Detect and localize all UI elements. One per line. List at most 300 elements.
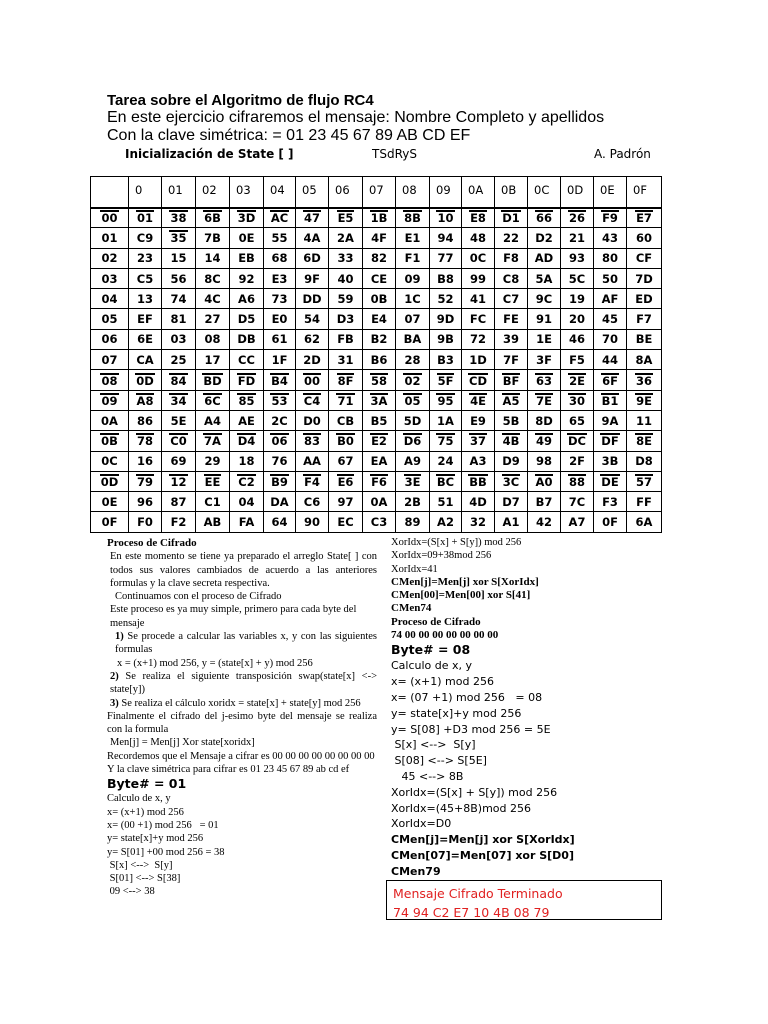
table-cell xyxy=(396,451,430,471)
table-cell xyxy=(561,228,594,248)
table-cell xyxy=(495,268,528,288)
cell-value: 47 xyxy=(303,211,320,226)
cell-value: BA xyxy=(403,332,422,347)
table-cell xyxy=(396,268,430,288)
cell-value: 64 xyxy=(271,515,288,530)
byte-01-heading: Byte# = 01 xyxy=(107,776,187,792)
cell-value: E7 xyxy=(636,211,652,226)
table-cell xyxy=(162,208,196,228)
cell-value: A9 xyxy=(404,454,421,469)
cell-value: D9 xyxy=(502,454,520,469)
cell-value: 51 xyxy=(437,494,454,509)
cell-value: 2E xyxy=(569,373,585,388)
table-cell xyxy=(230,512,264,532)
cell-value: D1 xyxy=(502,211,520,226)
table-cell xyxy=(296,309,329,329)
table-cell xyxy=(296,228,329,248)
cell-value: E1 xyxy=(404,230,421,245)
table-cell xyxy=(627,471,662,491)
table-cell xyxy=(430,390,462,410)
table-cell xyxy=(528,268,561,288)
cell-value: 8C xyxy=(204,271,221,286)
row-header xyxy=(91,390,129,410)
table-cell xyxy=(230,350,264,370)
table-cell xyxy=(162,410,196,430)
table-cell xyxy=(627,492,662,512)
table-cell xyxy=(329,370,363,390)
cell-value: 0C xyxy=(101,454,118,469)
cell-value: ED xyxy=(635,291,653,306)
cell-value: 1F xyxy=(271,352,288,367)
table-cell xyxy=(230,370,264,390)
table-cell xyxy=(430,492,462,512)
cell-value: 0E xyxy=(238,230,255,245)
cell-value: 14 xyxy=(204,251,221,266)
table-cell xyxy=(462,410,495,430)
cell-value: CA xyxy=(136,352,154,367)
cell-value: 3E xyxy=(404,475,421,489)
calc-line: 45 <--> 8B xyxy=(391,769,464,783)
table-cell xyxy=(329,410,363,430)
table-cell xyxy=(495,451,528,471)
table-cell xyxy=(196,208,230,228)
calc-line: x= (x+1) mod 256 xyxy=(391,675,494,689)
cell-value: 72 xyxy=(469,332,486,347)
row-header xyxy=(91,512,129,532)
table-cell xyxy=(363,228,396,248)
step-2 xyxy=(107,670,377,697)
table-cell xyxy=(264,492,296,512)
table-cell xyxy=(296,350,329,370)
table-cell xyxy=(430,248,462,268)
calc-line: x= (07 +1) mod 256 = 08 xyxy=(391,690,543,704)
table-cell xyxy=(627,451,662,471)
cell-value: 8E xyxy=(636,434,652,449)
cell-value: C6 xyxy=(303,494,321,509)
table-header-row xyxy=(91,177,662,208)
table-cell xyxy=(264,370,296,390)
table-cell xyxy=(129,431,162,451)
cell-value: 15 xyxy=(170,251,187,266)
table-cell xyxy=(561,289,594,309)
table-cell xyxy=(129,451,162,471)
table-row xyxy=(91,228,662,248)
table-cell xyxy=(627,228,662,248)
table-cell xyxy=(396,208,430,228)
cell-value: C0 xyxy=(170,434,187,449)
table-cell xyxy=(430,329,462,349)
row-header xyxy=(91,309,129,329)
table-cell xyxy=(296,512,329,532)
cell-value: 84 xyxy=(170,373,187,388)
cell-value: 9E xyxy=(636,393,652,408)
table-cell xyxy=(196,451,230,471)
cell-value: 0C xyxy=(469,251,487,266)
table-cell xyxy=(363,208,396,228)
cell-value: D2 xyxy=(535,230,553,245)
table-cell xyxy=(264,350,296,370)
cell-value: 90 xyxy=(303,515,320,530)
cell-value: 0B xyxy=(370,291,388,306)
right-column xyxy=(391,536,651,880)
cell-value: E2 xyxy=(371,434,387,449)
table-cell xyxy=(495,289,528,309)
table-row xyxy=(91,471,662,491)
cmen-line: CMen[j]=Men[j] xor S[XorIdx] xyxy=(391,833,575,847)
table-cell xyxy=(264,390,296,410)
cell-value: 44 xyxy=(601,352,618,367)
cell-value: 63 xyxy=(535,373,552,388)
table-cell xyxy=(495,208,528,228)
table-cell xyxy=(363,309,396,329)
cell-value: 4D xyxy=(469,494,487,509)
row-header xyxy=(91,492,129,512)
cmen-formula: CMen[j]=Men[j] xor S[XorIdx] xyxy=(391,575,539,588)
cell-value: 87 xyxy=(170,494,187,509)
byte-08-heading: Byte# = 08 xyxy=(391,642,471,658)
cell-value: 5A xyxy=(535,271,553,286)
table-cell xyxy=(528,390,561,410)
cell-value: 50 xyxy=(601,271,618,286)
table-cell xyxy=(162,471,196,491)
cell-value: 56 xyxy=(170,271,187,286)
cell-value: 07 xyxy=(404,312,421,327)
table-cell xyxy=(462,451,495,471)
table-cell xyxy=(627,329,662,349)
author-name: A. Padrón xyxy=(594,147,651,161)
table-cell xyxy=(561,370,594,390)
result-title: Mensaje Cifrado Terminado xyxy=(393,886,563,901)
table-cell xyxy=(363,390,396,410)
table-cell xyxy=(264,451,296,471)
cell-value: 42 xyxy=(535,515,552,530)
cell-value: DB xyxy=(237,332,256,347)
table-cell xyxy=(495,248,528,268)
table-cell xyxy=(363,471,396,491)
cell-value: DC xyxy=(568,434,586,449)
cell-value: 09 xyxy=(101,393,118,408)
cell-value: 07 xyxy=(101,352,118,367)
table-cell xyxy=(528,512,561,532)
cell-value: 73 xyxy=(271,291,288,306)
table-cell xyxy=(329,248,363,268)
cell-value: 34 xyxy=(170,393,187,408)
table-cell xyxy=(495,350,528,370)
cell-value: EF xyxy=(137,312,153,327)
table-cell xyxy=(430,370,462,390)
table-cell xyxy=(594,410,627,430)
cell-value: EB xyxy=(238,251,255,266)
table-row xyxy=(91,268,662,288)
column-header: 01 xyxy=(162,177,196,208)
table-cell xyxy=(230,390,264,410)
cell-value: B6 xyxy=(370,352,388,367)
cell-value: 53 xyxy=(271,393,288,408)
table-cell xyxy=(129,248,162,268)
column-header: 06 xyxy=(329,177,363,208)
table-cell xyxy=(561,350,594,370)
table-cell xyxy=(329,228,363,248)
cell-value: 0F xyxy=(602,515,618,530)
table-cell xyxy=(594,268,627,288)
table-cell xyxy=(462,208,495,228)
table-cell xyxy=(196,248,230,268)
cell-value: 75 xyxy=(437,434,454,449)
table-cell xyxy=(396,329,430,349)
table-cell xyxy=(430,268,462,288)
cell-value: 49 xyxy=(535,434,552,449)
table-cell xyxy=(594,208,627,228)
document-title: Tarea sobre el Algoritmo de flujo RC4 xyxy=(107,92,374,109)
table-cell xyxy=(196,309,230,329)
column-header: 0C xyxy=(528,177,561,208)
row-header xyxy=(91,471,129,491)
cell-value: 17 xyxy=(204,352,221,367)
table-cell xyxy=(627,431,662,451)
column-header: 0B xyxy=(495,177,528,208)
cell-value: 83 xyxy=(303,434,320,449)
cell-value: FD xyxy=(237,373,256,388)
cell-value: 11 xyxy=(635,413,652,428)
calc-line: S[01] <--> S[38] xyxy=(107,873,181,885)
table-cell xyxy=(462,512,495,532)
row-header xyxy=(91,431,129,451)
cell-value: 6E xyxy=(137,332,153,347)
cell-value: 7C xyxy=(568,494,586,509)
cell-value: 2C xyxy=(271,413,288,428)
cell-value: 52 xyxy=(437,291,454,306)
table-cell xyxy=(329,208,363,228)
paragraph-final: Finalmente el cifrado del j-esimo byte del mensaje se realiza con la formula xyxy=(107,710,377,736)
intro-message-line: En este ejercicio cifraremos el mensaje: Nombre Completo y apellidos xyxy=(107,109,605,126)
cell-value: 95 xyxy=(437,393,454,408)
cell-value: 04 xyxy=(238,494,255,509)
course-tag: TSdRyS xyxy=(372,147,417,161)
table-cell xyxy=(162,309,196,329)
table-cell xyxy=(329,289,363,309)
cell-value: 05 xyxy=(404,393,421,408)
step-1-number: 1) xyxy=(115,631,124,643)
table-cell xyxy=(594,492,627,512)
cell-value: AE xyxy=(238,413,255,428)
table-cell xyxy=(528,431,561,451)
table-cell xyxy=(561,410,594,430)
cell-value: 6D xyxy=(303,251,321,266)
table-cell xyxy=(528,492,561,512)
cell-value: 3F xyxy=(536,352,552,367)
table-cell xyxy=(296,329,329,349)
cell-value: F9 xyxy=(602,211,618,226)
cell-value: 96 xyxy=(136,494,153,509)
table-cell xyxy=(396,492,430,512)
cell-value: F4 xyxy=(304,475,320,489)
calc-line: Calculo de x, y xyxy=(391,659,473,673)
cmen-line: CMen[07]=Men[07] xor S[D0] xyxy=(391,848,574,862)
cell-value: 99 xyxy=(469,271,486,286)
cell-value: 89 xyxy=(404,515,421,530)
calc-line: x= (00 +1) mod 256 = 01 xyxy=(107,819,219,831)
cell-value: 9B xyxy=(437,332,454,347)
cell-value: 06 xyxy=(101,332,118,347)
cell-value: 02 xyxy=(404,373,421,388)
table-cell xyxy=(363,268,396,288)
table-cell xyxy=(528,370,561,390)
calc-line: y= state[x]+y mod 256 xyxy=(391,706,522,720)
row-header xyxy=(91,410,129,430)
cell-value: 38 xyxy=(170,211,187,226)
cell-value: F7 xyxy=(636,312,652,327)
cell-value: 6F xyxy=(602,373,618,388)
table-cell xyxy=(196,268,230,288)
cell-value: 03 xyxy=(101,271,118,286)
paragraph-continue: Continuamos con el proceso de Cifrado xyxy=(115,591,282,603)
table-row xyxy=(91,370,662,390)
cell-value: A4 xyxy=(204,413,221,428)
table-cell xyxy=(196,410,230,430)
cell-value: 41 xyxy=(469,291,486,306)
cell-value: D0 xyxy=(303,413,321,428)
cell-value: DA xyxy=(270,494,289,509)
cell-value: A6 xyxy=(238,291,255,306)
table-cell xyxy=(264,431,296,451)
cell-value: AA xyxy=(303,454,321,469)
cell-value: 8D xyxy=(535,413,553,428)
row-header xyxy=(91,451,129,471)
cell-value: 32 xyxy=(469,515,486,530)
paragraph-message: Recordemos que el Mensaje a cifrar es 00 00 00 00 00 00 00 00 xyxy=(107,750,375,762)
table-cell xyxy=(264,309,296,329)
cell-value: 92 xyxy=(238,271,255,286)
cell-value: E4 xyxy=(371,312,387,327)
table-cell xyxy=(495,492,528,512)
cell-value: AF xyxy=(601,291,619,306)
cell-value: D5 xyxy=(237,312,256,327)
cell-value: 97 xyxy=(337,494,354,509)
table-cell xyxy=(264,329,296,349)
table-cell xyxy=(363,289,396,309)
cell-value: 5F xyxy=(437,373,454,388)
cell-value: 46 xyxy=(568,332,585,347)
table-cell xyxy=(462,289,495,309)
table-cell xyxy=(162,228,196,248)
cell-value: 5C xyxy=(568,271,586,286)
table-cell xyxy=(462,268,495,288)
state-init-label: Inicialización de State [ ] xyxy=(125,147,294,161)
cell-value: EA xyxy=(370,454,388,469)
table-cell xyxy=(329,492,363,512)
column-header: 02 xyxy=(196,177,230,208)
cell-value: D8 xyxy=(635,454,653,469)
cell-value: E8 xyxy=(470,211,486,226)
column-header: 0A xyxy=(462,177,495,208)
cell-value: 00 xyxy=(101,211,118,226)
column-header: 0 xyxy=(129,177,162,208)
table-cell xyxy=(528,471,561,491)
result-box xyxy=(386,880,662,920)
cell-value: C1 xyxy=(204,494,221,509)
table-row xyxy=(91,410,662,430)
cell-value: 0A xyxy=(101,413,118,428)
cell-value: 67 xyxy=(337,454,354,469)
table-cell xyxy=(495,329,528,349)
table-cell xyxy=(296,208,329,228)
table-cell xyxy=(196,471,230,491)
cell-value: B2 xyxy=(370,332,388,347)
cmen-line: CMen79 xyxy=(391,864,441,878)
cell-value: D7 xyxy=(502,494,520,509)
table-cell xyxy=(561,451,594,471)
table-cell xyxy=(129,512,162,532)
cell-value: F8 xyxy=(503,251,519,266)
cell-value: 7B xyxy=(204,230,221,245)
table-cell xyxy=(430,471,462,491)
table-cell xyxy=(594,431,627,451)
table-cell xyxy=(462,492,495,512)
cell-value: 79 xyxy=(136,475,153,489)
xoridx-formula: XorIdx=(S[x] + S[y]) mod 256 xyxy=(391,537,522,548)
paragraph-simple: Este proceso es ya muy simple, primero para cada byte del mensaje xyxy=(110,604,357,629)
cell-value: 04 xyxy=(101,291,118,306)
table-cell xyxy=(495,471,528,491)
cell-value: 68 xyxy=(271,251,288,266)
column-header: 03 xyxy=(230,177,264,208)
calc-line: XorIdx=(45+8B)mod 256 xyxy=(391,801,532,815)
table-cell xyxy=(627,512,662,532)
cell-value: AD xyxy=(534,251,554,266)
cell-value: 21 xyxy=(568,230,585,245)
table-cell xyxy=(162,492,196,512)
cell-value: FB xyxy=(337,332,354,347)
table-row xyxy=(91,512,662,532)
table-cell xyxy=(363,512,396,532)
table-cell xyxy=(329,471,363,491)
column-header: 04 xyxy=(264,177,296,208)
table-cell xyxy=(396,431,430,451)
table-cell xyxy=(528,289,561,309)
calc-line: 09 <--> 38 xyxy=(107,886,155,898)
table-cell xyxy=(329,431,363,451)
cell-value: 4E xyxy=(470,393,486,408)
calc-line: S[x] <--> S[y] xyxy=(107,859,173,871)
cell-value: BB xyxy=(469,475,487,489)
cell-value: 7E xyxy=(536,393,552,408)
cell-value: 02 xyxy=(101,251,118,266)
cell-value: 4C xyxy=(204,291,221,306)
row-header xyxy=(91,248,129,268)
cell-value: 1E xyxy=(536,332,552,347)
cell-value: 54 xyxy=(303,312,320,327)
cell-value: 3C xyxy=(502,475,520,489)
cell-value: 5E xyxy=(170,413,187,428)
cell-value: B9 xyxy=(271,475,288,489)
table-cell xyxy=(230,471,264,491)
cell-value: 05 xyxy=(101,312,118,327)
cell-value: CC xyxy=(238,352,255,367)
step-1-text: Se procede a calcular las variables x, y con las siguientes formulas xyxy=(115,631,378,656)
cell-value: B4 xyxy=(271,373,288,388)
table-cell xyxy=(329,309,363,329)
cell-value: 70 xyxy=(601,332,618,347)
calc-line: XorIdx=(S[x] + S[y]) mod 256 xyxy=(391,785,558,799)
cell-value: 8B xyxy=(404,211,421,226)
cell-value: C8 xyxy=(502,271,520,286)
cell-value: 6A xyxy=(635,515,653,530)
cell-value: 40 xyxy=(337,271,354,286)
cell-value: 2F xyxy=(569,454,585,469)
cell-value: 2A xyxy=(337,230,354,245)
table-cell xyxy=(329,350,363,370)
table-cell xyxy=(129,268,162,288)
